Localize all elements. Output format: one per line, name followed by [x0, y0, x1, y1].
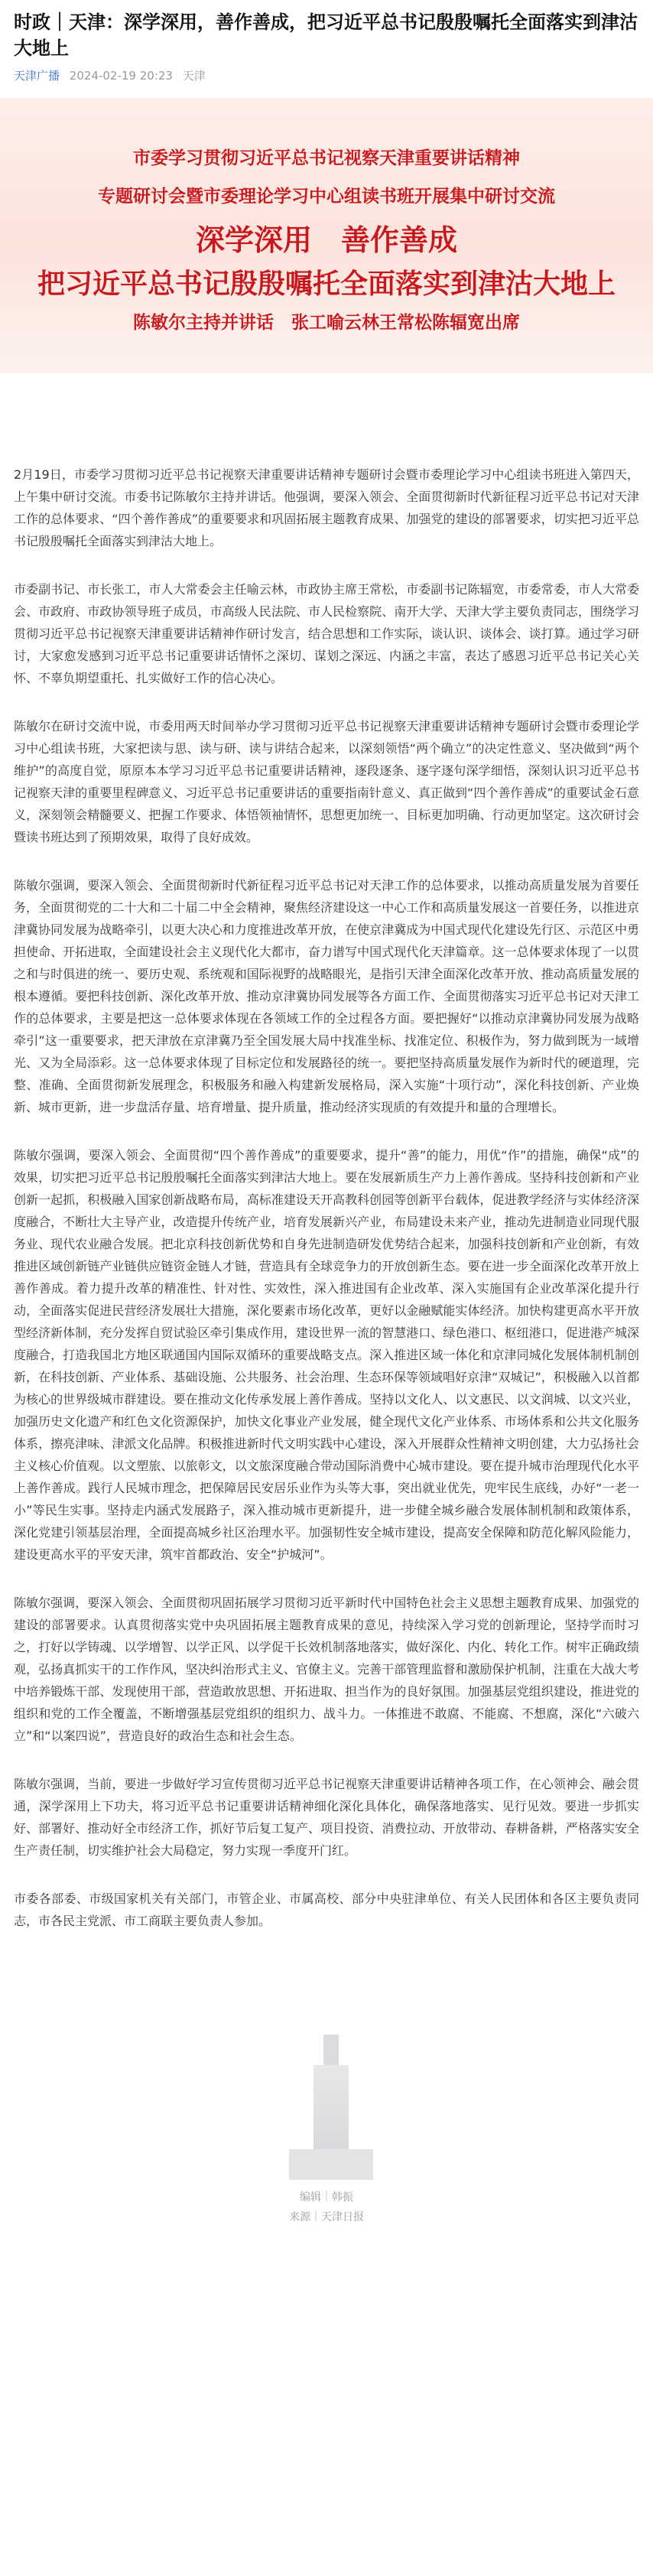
banner-line-3: 深学深用 善作善成	[195, 223, 457, 257]
banner-line-1: 市委学习贯彻习近平总书记视察天津重要讲话精神	[133, 148, 520, 168]
article-paragraph: 陈敏尔强调，要深入领会、全面贯彻“四个善作善成”的重要要求，提升“善”的能力，用优“作”的措施，确保“成”的效果，切实把习近平总书记殷殷嘱托全面落实到津沽大地上。要在发展新质生产力上善作善成。坚持科技创新和产业创新一起抓，积极融入国家创新战略布局，高标准建设天开高教科创园等创新平台载体，促进教学经济与实体经济深度融合，不断壮大主导产业，改造提升传统产业，培育发展新兴产业，布局建设未来产业，推动先进制造业同现代服务业、现代农业融合发展。把北京科技创新优势和自身先进制造研发优势结合起来，加强科技创新和产业创新，有效推进区域创新链产业链供应链资金链人才链，营造具有全球竞争力的开放创新生态。要在进一步全面深化改革开放上善作善成。着力提升改革的精准性、针对性、实效性，深入推进国有企业改革、深入实施国有企业改革深化提升行动，全面落实促进民营经济发展壮大措施，深化要素市场化改革，更好以金融赋能实体经济。加快构建更高水平开放型经济新体制，充分发挥自贸试验区牵引集成作用，建设世界一流的智慧港口、绿色港口、枢纽港口，促进港产城深度融合，打造我国北方地区联通国内国际双循环的重要战略支点。深入推进区域一体化和京津同城化发展体制机制创新，在科技创新、产业体系、基础设施、公共服务、社会治理、生态环保等领域唱好京津“双城记”，积极融入以首都为核心的世界级城市群建设。要在推动文化传承发展上善作善成。坚持以文化人、以文惠民、以文润城、以文兴业，加强历史文化遗产和红色文化资源保护，加快文化事业产业发展，健全现代文化产业体系、市场体系和公共文化服务体系，擦亮津味、津派文化品牌。积极推进新时代文明实践中心建设，深入开展群众性精神文明创建，大力弘扬社会主义核心价值观。以文塑旅、以旅彰文，以文旅深度融合带动国际消费中心城市建设。要在提升城市治理现代化水平上善作善成。践行人民城市理念，把保障居民安居乐业作为头等大事，突出就业优先，兜牢民生底线，办好“一老一小”等民生实事。坚持走内涵式发展路子，深入推动城市更新提升，进一步健全城乡融合发展体制机制和政策体系，深化党建引领基层治理，全面提高城乡社区治理水平。加强韧性安全城市建设，提高安全保障和防范化解风险能力，建设更高水平的平安天津，筑牢首都政治、安全“护城河”。	[14, 1148, 639, 1562]
footer-editor: 编辑｜韩振	[300, 2191, 353, 2204]
headline-banner	[0, 98, 653, 373]
article-headline: 时政｜天津：深学深用，善作善成，把习近平总书记殷殷嘱托全面落实到津沽大地上	[14, 11, 638, 59]
tower-base-shape	[289, 2149, 373, 2180]
article-source-link[interactable]: 天津广播	[14, 69, 60, 83]
article-paragraph: 陈敏尔强调，当前，要进一步做好学习宣传贯彻习近平总书记视察天津重要讲话精神各项工作，在心领神会、融会贯通，深学深用上下功夫，将习近平总书记重要讲话精神细化深化具体化，确保落地落实、见行见效。要进一步抓实好、部署好、推动好全市经济工作，抓好节后复工复产、项目投资、消费拉动、开放带动、春耕备耕，严格落实安全生产责任制，切实维护社会大局稳定，努力实现一季度开门红。	[14, 1777, 639, 1858]
footer-source: 来源｜天津日报	[289, 2211, 364, 2223]
article-footer	[14, 2187, 639, 2244]
article-paragraph: 陈敏尔在研讨交流中说，市委用两天时间举办学习贯彻习近平总书记视察天津重要讲话精神专题研讨会暨市委理论学习中心组读书班，大家把读与思、读与研、读与讲结合起来，以深刻领悟“两个确立”的决定性意义、坚决做到“两个维护”的高度自觉，原原本本学习习近平总书记重要讲话精神，逐段逐条、逐字逐句深学细悟，深刻认识习近平总书记视察天津的重要里程碑意义、习近平总书记重要讲话的重要指南针意义、真正做到“四个善作善成”的重要试金石意义，深刻领会精髓要义、把握工作要求、体悟领袖情怀，思想更加统一、目标更加明确、行动更加坚定。这次研讨会暨读书班达到了预期效果，取得了良好成效。	[14, 719, 639, 844]
article-paragraph: 陈敏尔强调，要深入领会、全面贯彻巩固拓展学习贯彻习近平新时代中国特色社会主义思想主题教育成果、加强党的建设的部署要求。认真贯彻落实党中央巩固拓展主题教育成果的意见，持续深入学习党的创新理论，坚持学而时习之，打好以学铸魂、以学增智、以学正风、以学促干长效机制落地落实，做好深化、内化、转化工作。树牢正确政绩观，弘扬真抓实干的工作作风，坚决纠治形式主义、官僚主义。完善干部管理监督和激励保护机制，注重在大战大考中培养锻炼干部、发现使用干部，营造敢放思想、开拓进取、担当作为的良好氛围。加强基层党组织建设，推进党的组织和党的工作全覆盖，不断增强基层党组织的组织力、战斗力。一体推进不敢腐、不能腐、不想腐，深化“六破六立”和“以案四说”，营造良好的政治生态和社会生态。	[14, 1595, 639, 1743]
tower-spire-shape	[323, 2034, 339, 2069]
article-datetime: 2024-02-19 20:23	[69, 69, 173, 83]
banner-line-2: 专题研讨会暨市委理论学习中心组读书班开展集中研讨交流	[98, 186, 555, 207]
article-paragraph: 2月19日，市委学习贯彻习近平总书记视察天津重要讲话精神专题研讨会暨市委理论学习中心组读书班进入第四天，上午集中研讨交流。市委书记陈敏尔主持并讲话。他强调，要深入领会、全面贯彻新时代新征程习近平总书记对天津工作的总体要求、“四个善作善成”的重要要求和巩固拓展主题教育成果、加强党的建设的部署要求，切实把习近平总书记殷殷嘱托全面落实到津沽大地上。	[14, 467, 639, 548]
article-meta	[14, 67, 639, 84]
article-paragraph: 陈敏尔强调，要深入领会、全面贯彻新时代新征程习近平总书记对天津工作的总体要求，以推动高质量发展为首要任务，全面贯彻党的二十大和二十届二中全会精神，聚焦经济建设这一中心工作和高质量发展这一首要任务，以推进京津冀协同发展为战略牵引，以更大决心和力度推进改革开放，在使京津冀成为中国式现代化建设先行区、示范区中勇担使命、开拓进取，全面建设社会主义现代化大都市，奋力谱写中国式现代化天津篇章。这一总体要求体现了一以贯之和与时俱进的统一、要历史观、系统观和国际视野的战略眼光，是指引天津全面深化改革开放、推动高质量发展的根本遵循。要把科技创新、深化改革开放、推动京津冀协同发展等各方面工作、全面贯彻落实习近平总书记对天津工作的总体要求，主要是把这一总体要求体现在各领域工作的全过程各方面。要把握好“以推动京津冀协同发展为战略牵引”这一重要要求，把天津放在京津冀乃至全国发展大局中找准坐标、找准定位、积极作为，努力做到既为一域增光、又为全局添彩。这一总体要求体现了目标定位和发展路径的统一。要把坚持高质量发展作为新时代的硬道理，完整、准确、全面贯彻新发展理念，积极服务和融入构建新发展格局，深入实施“十项行动”，深化科技创新、产业焕新、城市更新，进一步盘活存量、培育增量、提升质量，推动经济实现质的有效提升和量的合理增长。	[14, 878, 639, 1114]
article-location: 天津	[182, 69, 206, 83]
banner-line-5: 陈敏尔主持并讲话 张工喻云林王常松陈辐宽出席	[133, 312, 520, 333]
footer-building-illustration	[14, 1958, 639, 2187]
banner-line-4: 把习近平总书记殷殷嘱托全面落实到津沽大地上	[37, 268, 616, 300]
article-paragraph: 市委副书记、市长张工，市人大常委会主任喻云林，市政协主席王常松，市委副书记陈辐宽，市委常委，市人大常委会、市政府、市政协领导班子成员，市高级人民法院、市人民检察院、南开大学、天津大学主要负责同志，围绕学习贯彻习近平总书记视察天津重要讲话精神作研讨发言，结合思想和工作实际，谈认识、谈体会、谈打算。通过学习研讨，大家愈发感到习近平总书记重要讲话情怀之深切、谋划之深远、内涵之丰富，表达了感恩习近平总书记关心关怀、不辜负期望重托、扎实做好工作的信心决心。	[14, 582, 639, 685]
article-paragraph: 市委各部委、市级国家机关有关部门，市管企业、市属高校、部分中央驻津单位、有关人民团体和各区主要负责同志，市各民主党派、市工商联主要负责人参加。	[14, 1891, 639, 1928]
article-body	[14, 373, 639, 1932]
